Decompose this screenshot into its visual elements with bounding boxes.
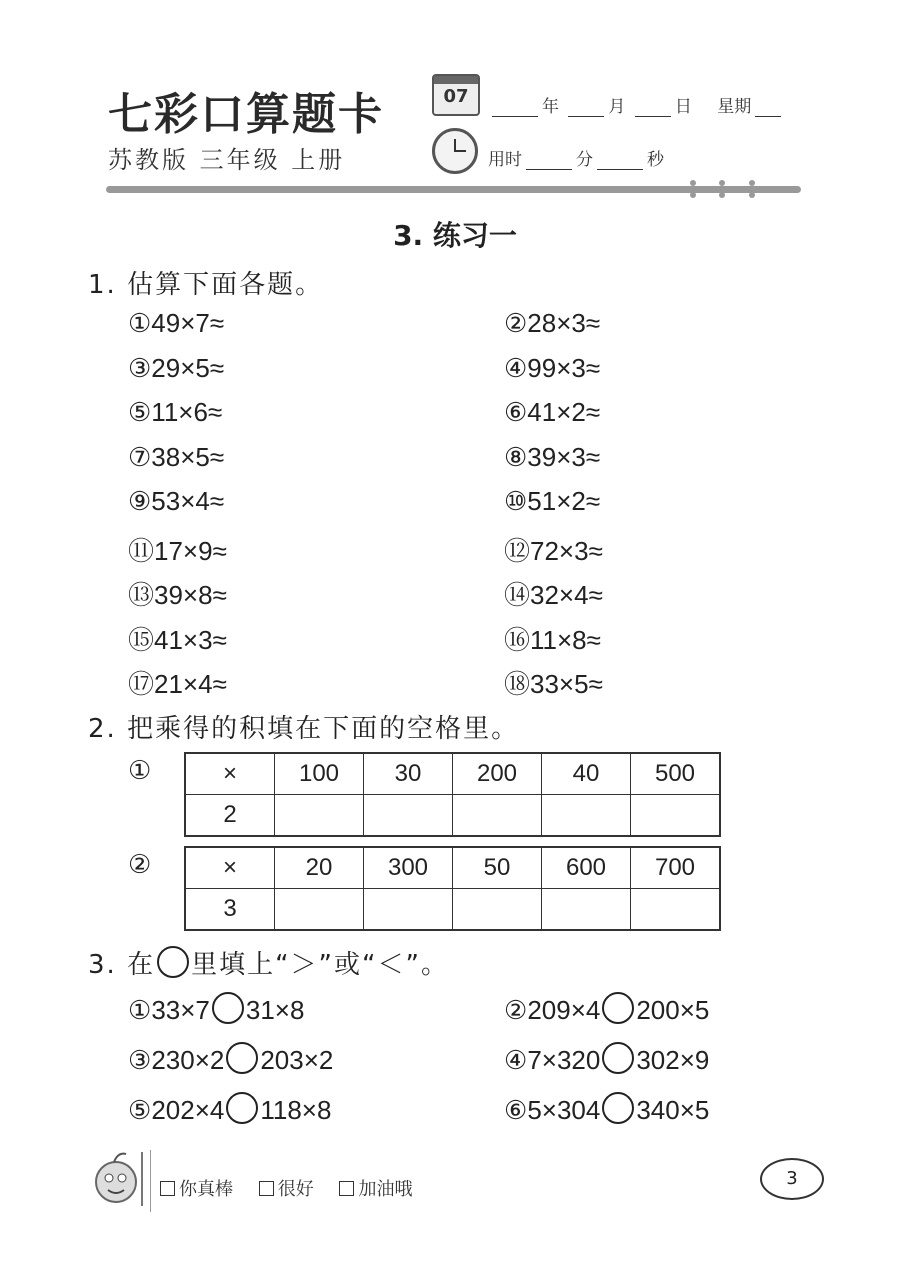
answer-cell[interactable] [453, 795, 542, 837]
comparison-problem [128, 1092, 331, 1126]
divider-dots [690, 180, 696, 210]
estimation-problem: ⑰21×4≈ [128, 669, 227, 699]
left-expression: 5×304 [527, 1095, 601, 1125]
right-expression: 302×9 [636, 1045, 710, 1075]
rating-option[interactable] [259, 1179, 314, 1200]
edition-label: 苏教版 三年级 上册 [108, 146, 346, 174]
table-multiplier-cell: 2 [185, 795, 275, 837]
table-header-cell: 100 [275, 753, 364, 795]
multiplication-table-1 [184, 752, 721, 837]
month-label: 月 [608, 97, 626, 117]
right-expression: 340×5 [636, 1095, 710, 1125]
header-divider [106, 186, 801, 193]
problem-number: ⑥ [504, 1095, 528, 1125]
q1-prompt: 1. 估算下面各题。 [88, 270, 324, 300]
table1-label: ① [128, 756, 152, 786]
estimation-problem: ⑬39×8≈ [128, 580, 227, 610]
weekday-label: 星期 [717, 97, 752, 117]
answer-cell[interactable] [542, 795, 631, 837]
calendar-icon [432, 74, 480, 116]
compare-circle[interactable] [212, 992, 244, 1024]
answer-cell[interactable] [275, 889, 364, 931]
answer-cell[interactable] [453, 889, 542, 931]
answer-cell[interactable] [631, 889, 721, 931]
rating-option[interactable] [160, 1179, 233, 1200]
compare-circle-icon [157, 946, 189, 978]
seconds-blank[interactable] [597, 153, 643, 170]
estimation-problem: ⑤11×6≈ [128, 397, 223, 427]
table-header-cell: 40 [542, 753, 631, 795]
rating-option[interactable] [339, 1179, 412, 1200]
brand-title: 七彩口算题卡 [108, 89, 384, 140]
estimation-problem: ③29×5≈ [128, 352, 225, 383]
seconds-label: 秒 [647, 150, 664, 170]
footer-divider [150, 1150, 151, 1212]
section-title: 3. 练习一 [393, 219, 517, 252]
year-label: 年 [542, 97, 559, 117]
checkbox-icon[interactable] [259, 1181, 274, 1196]
time-used-label: 用时 [488, 150, 522, 170]
compare-circle[interactable] [226, 1092, 258, 1124]
estimation-problem: ⑪17×9≈ [128, 535, 227, 566]
estimation-problem: ⑧39×3≈ [504, 441, 601, 472]
time-line [488, 145, 664, 170]
left-expression: 202×4 [151, 1095, 225, 1125]
compare-circle[interactable] [602, 1092, 634, 1124]
estimation-problem: ②28×3≈ [504, 308, 601, 338]
problem-number: ④ [504, 1045, 528, 1075]
table-header-cell: 50 [453, 847, 542, 889]
right-expression: 31×8 [245, 995, 305, 1025]
rating-label: 加油哦 [358, 1179, 413, 1200]
estimation-problem: ⑥41×2≈ [504, 397, 601, 427]
estimation-problem: ⑱33×5≈ [504, 669, 603, 699]
weekday-blank[interactable] [755, 100, 781, 117]
estimation-problem: ①49×7≈ [128, 308, 225, 338]
compare-circle[interactable] [602, 992, 634, 1024]
left-expression: 7×320 [527, 1045, 601, 1075]
calendar-number: 07 [443, 86, 469, 107]
table-multiplier-cell: 3 [185, 889, 275, 931]
estimation-problem: ⑮41×3≈ [128, 624, 227, 655]
right-expression: 203×2 [260, 1045, 334, 1075]
compare-circle[interactable] [226, 1042, 258, 1074]
rating-label: 很好 [277, 1179, 314, 1200]
estimation-problem: ⑫72×3≈ [504, 535, 603, 566]
table-header-cell: × [185, 847, 275, 889]
checkbox-icon[interactable] [339, 1181, 354, 1196]
table-header-cell: 600 [542, 847, 631, 889]
left-expression: 209×4 [527, 995, 601, 1025]
right-expression: 200×5 [636, 995, 710, 1025]
answer-cell[interactable] [631, 795, 721, 837]
clock-icon [432, 128, 478, 174]
right-expression: 118×8 [260, 1095, 332, 1125]
divider-dots [749, 180, 755, 210]
comparison-problem [504, 1092, 709, 1126]
rating-label: 你真棒 [179, 1179, 233, 1200]
rating-options [160, 1175, 412, 1201]
checkbox-icon[interactable] [160, 1181, 175, 1196]
table-header-cell: 300 [364, 847, 453, 889]
day-blank[interactable] [635, 100, 671, 117]
minutes-label: 分 [576, 150, 593, 170]
estimation-problem: ⑨53×4≈ [128, 486, 225, 516]
comparison-problem [504, 992, 709, 1026]
estimation-problem: ⑯11×8≈ [504, 624, 601, 655]
comparison-problem [128, 1042, 333, 1076]
q3-prompt-end: 里填上“＞”或“＜”。 [191, 950, 449, 980]
q3-prompt-start: 3. 在 [88, 950, 156, 980]
table-header-cell: × [185, 753, 275, 795]
compare-circle[interactable] [602, 1042, 634, 1074]
divider-dots [719, 180, 725, 210]
comparison-problem [504, 1042, 709, 1076]
minutes-blank[interactable] [526, 153, 572, 170]
problem-number: ① [128, 995, 152, 1025]
mascot-icon [84, 1146, 154, 1216]
month-blank[interactable] [568, 100, 604, 117]
table2-label: ② [128, 850, 152, 880]
estimation-problem: ⑭32×4≈ [504, 580, 603, 610]
day-label: 日 [674, 97, 692, 117]
estimation-problem: ④99×3≈ [504, 352, 601, 383]
estimation-problem: ⑩51×2≈ [504, 486, 601, 516]
answer-cell[interactable] [542, 889, 631, 931]
year-blank[interactable] [492, 100, 538, 117]
q2-prompt: 2. 把乘得的积填在下面的空格里。 [88, 714, 520, 744]
table-header-cell: 30 [364, 753, 453, 795]
problem-number: ② [504, 995, 528, 1025]
estimation-problem: ⑦38×5≈ [128, 441, 225, 472]
table-header-cell: 700 [631, 847, 721, 889]
answer-cell[interactable] [364, 795, 453, 837]
table-header-cell: 500 [631, 753, 721, 795]
problem-number: ③ [128, 1045, 152, 1075]
q3-prompt [88, 944, 449, 981]
table-header-cell: 20 [275, 847, 364, 889]
comparison-problem [128, 992, 304, 1026]
problem-number: ⑤ [128, 1095, 152, 1125]
multiplication-table-2 [184, 846, 721, 931]
table-header-cell: 200 [453, 753, 542, 795]
answer-cell[interactable] [275, 795, 364, 837]
page-number: 3 [760, 1158, 824, 1200]
answer-cell[interactable] [364, 889, 453, 931]
date-line [488, 92, 785, 117]
left-expression: 230×2 [151, 1045, 225, 1075]
left-expression: 33×7 [151, 995, 210, 1025]
